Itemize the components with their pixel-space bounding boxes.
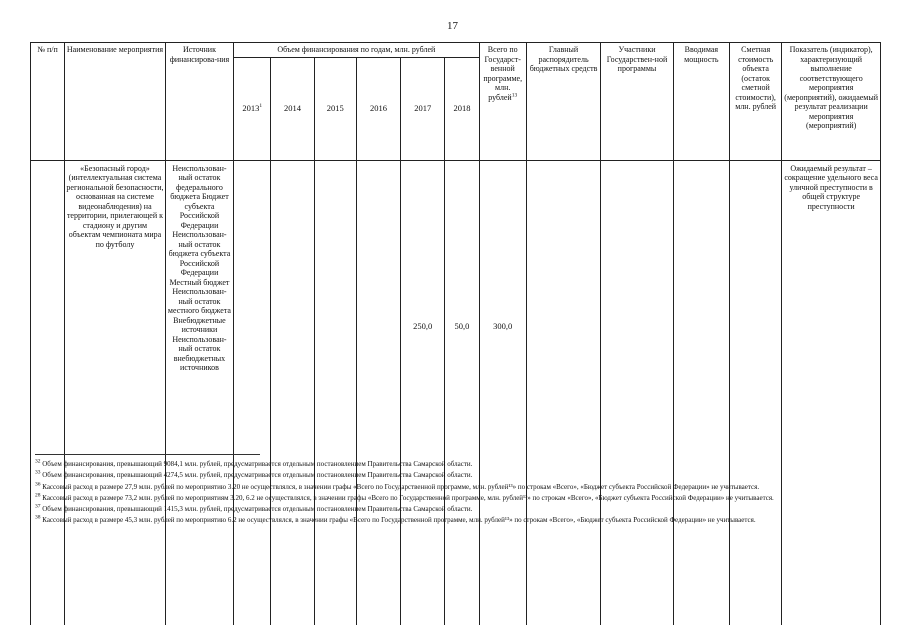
- cell-indicator: Ожидаемый результат – сокращение удельного веса уличной преступности в общей структуре преступности: [782, 160, 881, 625]
- col-source-header: Источник финансирова-ния: [165, 43, 233, 161]
- col-estimate-header: Сметная стоимость объекта (остаток сметной стоимости), млн. рублей: [730, 43, 782, 161]
- cell-2015: [314, 160, 356, 625]
- footnote-text: Кассовый расход в размере 27,9 млн. рублей по мероприятию 3.20 не осуществлялся, в значении графы «Всего по Государственной программе, млн. рублей¹³» по строкам «Всего», «Бюджет субъекта Российской Федерации» не учитывается.: [42, 482, 760, 491]
- footnote-item: [35, 482, 865, 493]
- footnote-divider: [35, 454, 260, 455]
- year-2013-footnote: 1: [259, 102, 263, 109]
- header-row: [31, 43, 881, 58]
- footnote-text: Объем финансирования, превышающий 4274,5 млн. рублей, предусматривается отдельным постановлением Правительства Самарской области.: [42, 471, 473, 480]
- total-header-text: Всего по Государст-венной программе, млн. рублей: [483, 45, 523, 102]
- col-funding-group-header: Объем финансирования по годам, млн. рублей: [234, 43, 479, 58]
- col-capacity-header: Вводимая мощность: [673, 43, 729, 161]
- cell-2017: 250,0: [401, 160, 445, 625]
- funding-table: [30, 42, 881, 625]
- footnote-text: Кассовый расход в размере 45,3 млн. рублей по мероприятию 6.2 не осуществлялся, в значении графы «Всего по Государственной программе, млн. рублей¹³» по строкам «Всего», «Бюджет субъекта Российской Федерации» не учитывается.: [42, 516, 756, 525]
- footnote-item: [35, 470, 865, 481]
- footnote-item: [35, 493, 865, 504]
- footnote-item: [35, 459, 865, 470]
- year-2017-header: 2017: [401, 57, 445, 160]
- footnote-item: [35, 515, 865, 526]
- table-row: [31, 160, 881, 625]
- cell-capacity: [673, 160, 729, 625]
- total-header-footnote: 13: [511, 91, 518, 98]
- col-indicator-header: Показатель (индикатор), характеризующий выполнение соответствующего мероприятия (мероприятий), ожидаемый результат реализации мероприятия (мероприятий): [782, 43, 881, 161]
- cell-participants: [601, 160, 673, 625]
- col-total-header: [479, 43, 526, 161]
- footnote-mark: 36: [35, 481, 41, 488]
- footnote-item: [35, 504, 865, 515]
- cell-estimate: [730, 160, 782, 625]
- footnote-mark: 38: [35, 515, 41, 522]
- year-2016-header: 2016: [356, 57, 400, 160]
- footnotes: [35, 459, 865, 527]
- cell-total: 300,0: [479, 160, 526, 625]
- cell-2013: [234, 160, 271, 625]
- cell-2016: [356, 160, 400, 625]
- footnote-mark: 28: [35, 492, 41, 499]
- year-2013-header: [234, 57, 271, 160]
- col-name-header: Наименование мероприятия: [65, 43, 166, 161]
- footnote-text: Кассовый расход в размере 73,2 млн. рублей по мероприятиям 3.20, 6.2 не осуществлялся, в значении графы «Всего по Государственной программе, млн. рублей¹³» по строкам «Всего», «Бюджет субъекта Российской Федерации» не учитывается.: [42, 493, 774, 502]
- footnote-text: Объем финансирования, превышающий 1415,3 млн. рублей, предусматривается отдельным постановлением Правительства Самарской области.: [42, 505, 473, 514]
- footnote-mark: 33: [35, 469, 41, 476]
- year-2018-header: 2018: [445, 57, 479, 160]
- col-participants-header: Участники Государствен-ной программы: [601, 43, 673, 161]
- footnote-mark: 37: [35, 503, 41, 510]
- cell-2018: 50,0: [445, 160, 479, 625]
- footnote-text: Объем финансирования, превышающий 9084,1 млн. рублей, предусматривается отдельным постановлением Правительства Самарской области.: [42, 460, 473, 468]
- cell-source: Неиспользован-ный остаток федерального бюджета Бюджет субъекта Российской Федерации Неиспользован-ный остаток бюджета субъекта Российской Федерации Местный бюджет Неиспользован-ный остаток местного бюджета Внебюджетные источники Неиспользован-ный остаток внебюджетных источников: [165, 160, 233, 625]
- year-2015-header: 2015: [314, 57, 356, 160]
- footnote-mark: 32: [35, 458, 41, 465]
- year-2014-header: 2014: [271, 57, 314, 160]
- page-number: 17: [447, 20, 458, 32]
- col-num-header: № п/п: [31, 43, 65, 161]
- cell-manager: [526, 160, 600, 625]
- year-2013-label: 2013: [242, 102, 260, 113]
- cell-2014: [271, 160, 314, 625]
- cell-name: «Безопасный город» (интеллектуальная система региональной безопасности, основанная на системе видеонаблюдения) на территории, прилегающей к стадиону и другим объектам чемпионата мира по футболу: [65, 160, 166, 625]
- col-manager-header: Главный распорядитель бюджетных средств: [526, 43, 600, 161]
- cell-num: [31, 160, 65, 625]
